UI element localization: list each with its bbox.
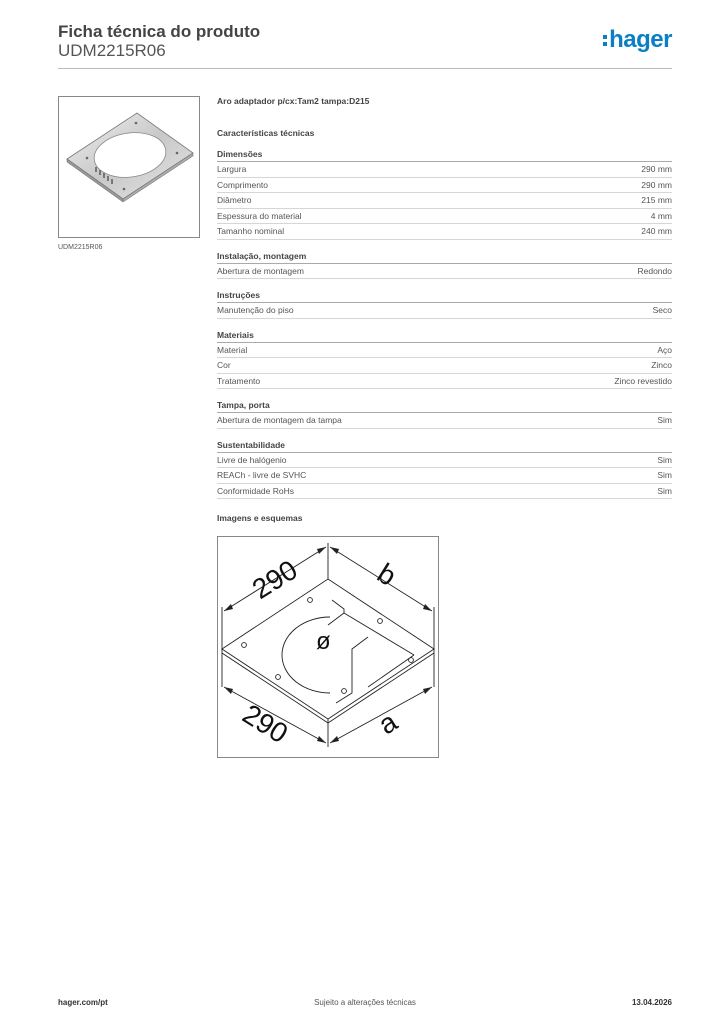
spec-row <box>217 343 672 359</box>
spec-label: Livre de halógenio <box>217 454 287 465</box>
spec-value: Zinco revestido <box>614 375 672 386</box>
spec-value: 215 mm <box>641 195 672 205</box>
spec-value: Sim <box>657 415 672 425</box>
spec-row <box>217 468 672 484</box>
logo-text: hager <box>609 26 672 53</box>
specification-content <box>217 96 672 523</box>
diameter-symbol: ø <box>316 628 331 655</box>
section-title: Materiais <box>217 330 672 343</box>
section-title: Tampa, porta <box>217 400 672 413</box>
spec-value: Zinco <box>651 360 672 370</box>
spec-label: Tamanho nominal <box>217 226 285 236</box>
spec-label: Diâmetro <box>217 195 252 205</box>
section-title: Instalação, montagem <box>217 251 672 264</box>
dimension-label: 290 <box>246 553 303 605</box>
section-cover-door <box>217 400 672 429</box>
hager-logo <box>603 28 672 52</box>
spec-value: Redondo <box>637 265 672 276</box>
section-sustainability <box>217 440 672 500</box>
spec-label: Comprimento <box>217 179 269 190</box>
spec-row <box>217 453 672 469</box>
spec-label: Abertura de montagem da tampa <box>217 415 342 425</box>
spec-label: REACh - livre de SVHC <box>217 470 307 480</box>
spec-label: Abertura de montagem <box>217 265 304 276</box>
spec-row <box>217 162 672 178</box>
dimension-drawing <box>217 536 439 758</box>
footer-website[interactable]: hager.com/pt <box>58 998 108 1007</box>
spec-row <box>217 209 672 225</box>
product-code: UDM2215R06 <box>58 41 166 60</box>
spec-label: Manutenção do piso <box>217 305 294 315</box>
spec-row <box>217 484 672 500</box>
spec-row <box>217 264 672 280</box>
section-title: Sustentabilidade <box>217 440 672 453</box>
spec-value: Sim <box>657 454 672 465</box>
dimension-label: a <box>372 705 403 741</box>
header-divider <box>58 68 672 69</box>
technical-characteristics-title: Características técnicas <box>217 128 315 138</box>
spec-value: Seco <box>652 305 672 315</box>
dimension-label: 290 <box>237 698 294 750</box>
spec-row <box>217 224 672 240</box>
footer-date: 13.04.2026 <box>631 998 672 1007</box>
spec-value: 290 mm <box>641 179 672 190</box>
logo-dots-icon <box>603 35 607 46</box>
thumbnail-caption: UDM2215R06 <box>58 244 103 251</box>
images-title: Imagens e esquemas <box>217 513 303 523</box>
section-dimensions <box>217 149 672 240</box>
section-title: Dimensões <box>217 149 672 162</box>
spec-row <box>217 193 672 209</box>
document-title: Ficha técnica do produto <box>58 22 261 41</box>
spec-value: 290 mm <box>641 164 672 174</box>
spec-row <box>217 358 672 374</box>
spec-value: Aço <box>657 344 672 355</box>
spec-label: Conformidade RoHs <box>217 485 295 496</box>
dimension-label: b <box>372 557 402 592</box>
footer-note: Sujeito a alterações técnicas <box>314 998 416 1007</box>
product-description: Aro adaptador p/cx:Tam2 tampa:D215 <box>217 96 370 106</box>
product-thumbnail <box>58 96 200 238</box>
spec-label: Espessura do material <box>217 210 302 221</box>
section-installation <box>217 251 672 280</box>
spec-label: Tratamento <box>217 375 261 386</box>
spec-label: Cor <box>217 360 231 370</box>
section-title: Instruções <box>217 290 672 303</box>
spec-label: Material <box>217 344 248 355</box>
spec-row <box>217 303 672 319</box>
section-instructions <box>217 290 672 319</box>
section-materials <box>217 330 672 390</box>
spec-value: 240 mm <box>641 226 672 236</box>
spec-label: Largura <box>217 164 247 174</box>
dimension-drawing-svg <box>218 537 438 757</box>
spec-value: 4 mm <box>650 210 672 221</box>
spec-value: Sim <box>657 485 672 496</box>
spec-row <box>217 374 672 390</box>
spec-row <box>217 178 672 194</box>
product-plate-image <box>59 97 199 237</box>
spec-value: Sim <box>657 470 672 480</box>
spec-row <box>217 413 672 429</box>
